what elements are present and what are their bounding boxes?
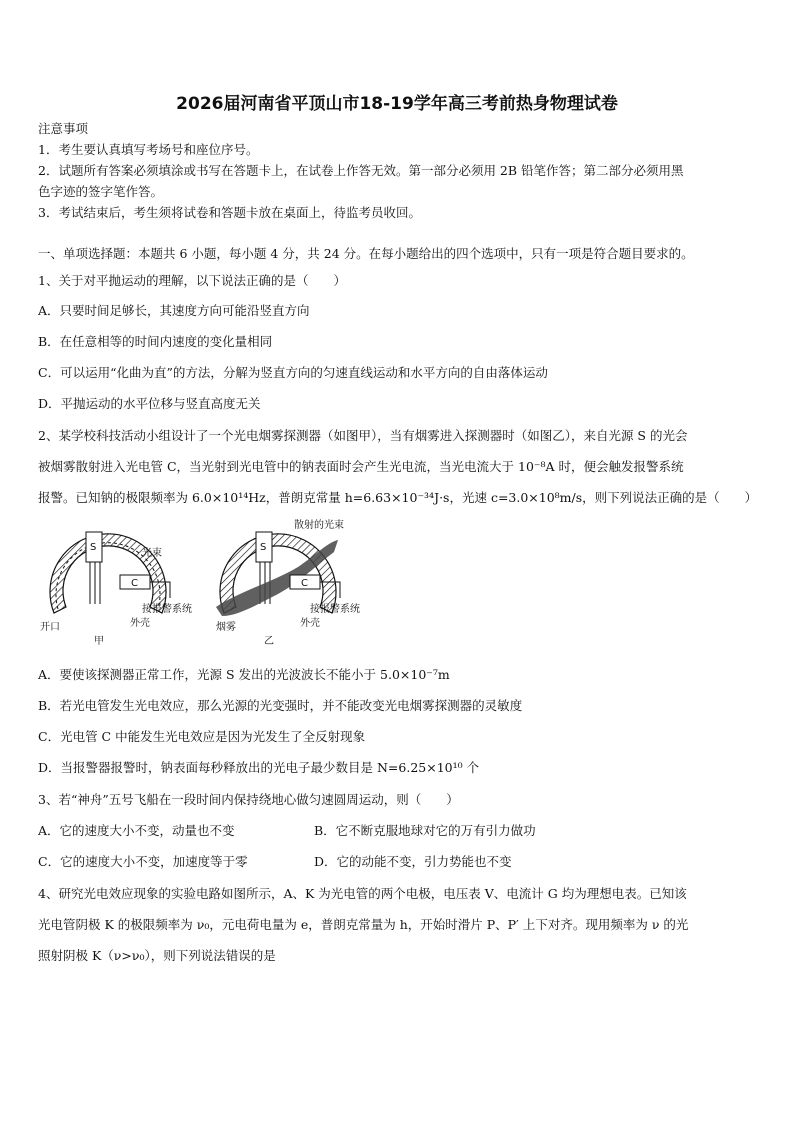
- q2-stem-line2: 被烟雾散射进入光电管 C，当光射到光电管中的钠表面时会产生光电流，当光电流大于 10⁻⁸A 时，便会触发报警系统: [38, 459, 684, 474]
- q1-option-a: A．只要时间足够长，其速度方向可能沿竖直方向: [38, 303, 310, 318]
- notice-item-2-cont: 色字迹的签字笔作答。: [38, 184, 164, 199]
- label-s-left: S: [90, 542, 97, 553]
- q4-stem-line3: 照射阴极 K（ν>ν₀），则下列说法错误的是: [38, 948, 276, 963]
- label-shell-right: 外壳: [300, 618, 320, 629]
- label-opening: 开口: [40, 622, 60, 633]
- q3-option-b: B．它不断克服地球对它的万有引力做功: [314, 823, 536, 838]
- q2-option-c: C．光电管 C 中能发生光电效应是因为光发生了全反射现象: [38, 729, 366, 744]
- q2-stem-line1: 2、某学校科技活动小组设计了一个光电烟雾探测器（如图甲），当有烟雾进入探测器时（如图乙），来自光源 S 的光会: [38, 428, 688, 443]
- notice-heading: 注意事项: [38, 121, 89, 136]
- q2-option-a: A．要使该探测器正常工作，光源 S 发出的光波波长不能小于 5.0×10⁻⁷m: [38, 667, 450, 682]
- notice-item-3: 3．考试结束后，考生须将试卷和答题卡放在桌面上，待监考员收回。: [38, 205, 421, 220]
- label-jia: 甲: [94, 636, 104, 647]
- label-alarm-left: 接报警系统: [142, 604, 192, 615]
- q2-stem-line3: 报警。已知钠的极限频率为 6.0×10¹⁴Hz，普朗克常量 h=6.63×10⁻³⁴J·s，光速 c=3.0×10⁸m/s，则下列说法正确的是（ ）: [38, 490, 758, 505]
- q3-option-a: A．它的速度大小不变，动量也不变: [38, 823, 235, 838]
- notice-item-1: 1．考生要认真填写考场号和座位序号。: [38, 142, 259, 157]
- q2-option-b: B．若光电管发生光电效应，那么光源的光变强时，并不能改变光电烟雾探测器的灵敏度: [38, 698, 523, 713]
- label-c-right: C: [301, 578, 308, 589]
- label-smoke: 烟雾: [216, 622, 236, 633]
- label-beam-left: 光束: [142, 548, 162, 559]
- figure-jia: [40, 532, 192, 647]
- label-s-right: S: [260, 542, 267, 553]
- page-title: 2026届河南省平顶山市18-19学年高三考前热身物理试卷: [176, 94, 618, 114]
- label-yi: 乙: [264, 636, 274, 647]
- notice-item-2: 2．试题所有答案必须填涂或书写在答题卡上，在试卷上作答无效。第一部分必须用 2B 铅笔作答；第二部分必须用黑: [38, 163, 684, 178]
- q2-option-d: D．当报警器报警时，钠表面每秒释放出的光电子最少数目是 N=6.25×10¹⁰ 个: [38, 760, 480, 775]
- q3-option-c: C．它的速度大小不变，加速度等于零: [38, 854, 248, 869]
- label-alarm-right: 接报警系统: [310, 604, 360, 615]
- q3-stem: 3、若“神舟”五号飞船在一段时间内保持绕地心做匀速圆周运动，则（ ）: [38, 792, 459, 807]
- q3-option-d: D．它的动能不变，引力势能也不变: [314, 854, 512, 869]
- q4-stem-line2: 光电管阴极 K 的极限频率为 ν₀，元电荷电量为 e，普朗克常量为 h，开始时滑片 P、P′ 上下对齐。现用频率为 ν 的光: [38, 917, 689, 932]
- detector-shell-left: [50, 534, 166, 613]
- section-heading: 一、单项选择题：本题共 6 小题，每小题 4 分，共 24 分。在每小题给出的四个选项中，只有一项是符合题目要求的。: [38, 246, 694, 261]
- q4-stem-line1: 4、研究光电效应现象的实验电路如图所示，A、K 为光电管的两个电极，电压表 V、电流计 G 均为理想电表。已知该: [38, 886, 687, 901]
- label-scattered-beam: 散射的光束: [294, 520, 344, 531]
- label-c-left: C: [131, 578, 138, 589]
- smoke-detector-figure: [38, 512, 398, 662]
- q1-option-c: C．可以运用“化曲为直”的方法，分解为竖直方向的匀速直线运动和水平方向的自由落体运动: [38, 365, 548, 380]
- label-shell-left: 外壳: [130, 618, 150, 629]
- figure-yi: [216, 518, 360, 647]
- q1-option-d: D．平抛运动的水平位移与竖直高度无关: [38, 396, 261, 411]
- q1-stem: 1、关于对平抛运动的理解，以下说法正确的是（ ）: [38, 273, 346, 288]
- q1-option-b: B．在任意相等的时间内速度的变化量相同: [38, 334, 273, 349]
